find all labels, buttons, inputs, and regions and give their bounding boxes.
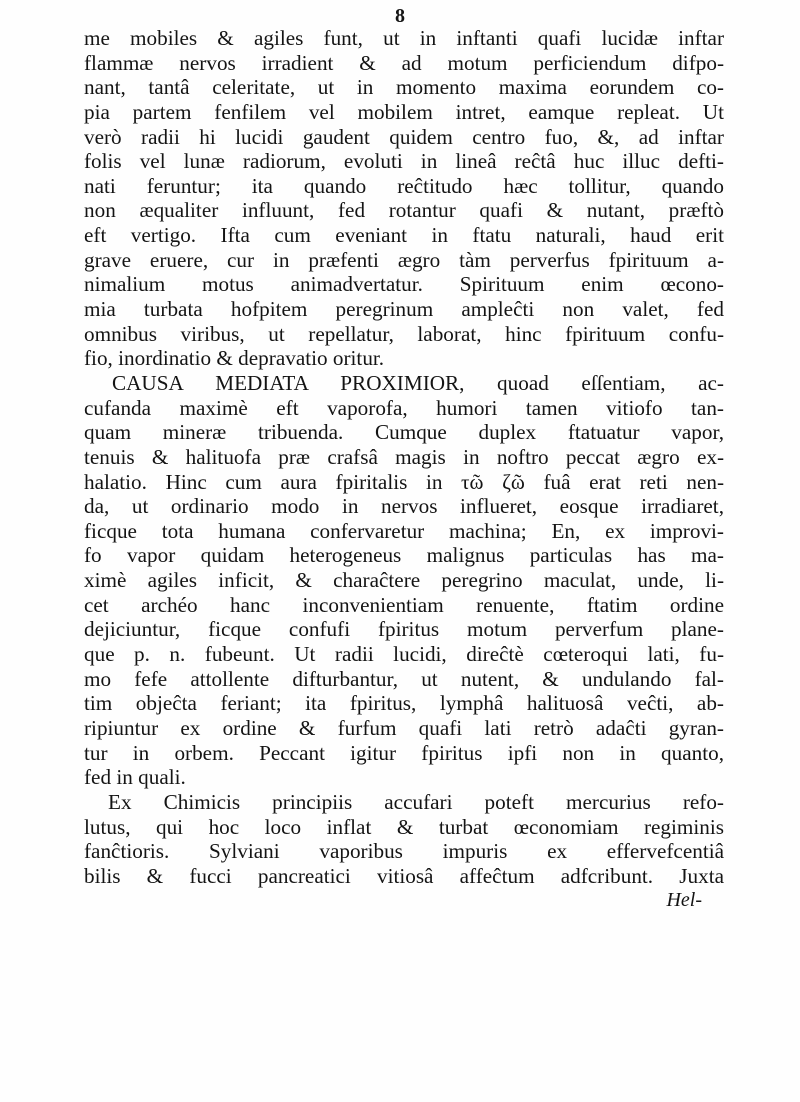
text-line: da, ut ordinario modo in nervos influeret, eosque irradiaret, — [84, 494, 724, 519]
text-line: lutus, qui hoc loco inflat & turbat œconomiam regiminis — [84, 814, 724, 839]
text-line: pia partem fenfilem vel mobilem intret, eamque repleat. Ut — [84, 99, 724, 124]
text-line: ripiuntur ex ordine & furfum quafi lati retrò adaĉti gyran- — [84, 715, 724, 740]
text-line: verò radii hi lucidi gaudent quidem centro fuo, &, ad inftar — [84, 124, 724, 149]
text-line: que p. n. fubeunt. Ut radii lucidi, direĉtè cœteroqui lati, fu- — [84, 642, 724, 667]
text-line: fanĉtioris. Sylviani vaporibus impuris ex effervefcentiâ — [84, 839, 724, 864]
text-line: me mobiles & agiles funt, ut in inftanti quafi lucidæ inftar — [84, 26, 724, 50]
text-line: tim objeĉta feriant; ita fpiritus, lymphâ halituosâ veĉti, ab- — [84, 691, 724, 716]
text-line: halatio. Hinc cum aura fpiritalis in τῶ ζῶ fuâ erat reti nen- — [84, 469, 724, 494]
text-line: folis vel lunæ radiorum, evoluti in lineâ reĉtâ huc illuc defti- — [84, 149, 724, 174]
paragraph-start-line: Ex Chimicis principiis accufari poteft mercurius refo- — [108, 789, 724, 814]
text-line: omnibus viribus, ut repellatur, laborat, hinc fpirituum confu- — [84, 321, 724, 346]
text-line: tur in orbem. Peccant igitur fpiritus ipfi non in quanto, — [84, 740, 724, 765]
catchword: Hel- — [666, 889, 702, 912]
paragraph-end-line: fio, inordinatio & depravatio oritur. — [84, 346, 385, 371]
text-line: non æqualiter influunt, fed rotantur quafi & nutant, præftò — [84, 198, 724, 223]
text-line: grave eruere, cur in præfenti ægro tàm perverfus fpirituum a- — [84, 247, 724, 272]
text-line: fo vapor quidam heterogeneus malignus particulas has ma- — [84, 543, 724, 568]
text-line: dejiciuntur, ficque confufi fpiritus motum perverfum plane- — [84, 617, 724, 642]
text-line: ximè agiles inficit, & charaĉtere peregrino maculat, unde, li- — [84, 568, 724, 593]
text-line: nati feruntur; ita quando reĉtitudo hæc tollitur, quando — [84, 173, 724, 198]
page-number: 8 — [395, 5, 405, 27]
section-heading-line: CAUSA MEDIATA PROXIMIOR, quoad eſſentiam, ac- — [112, 370, 724, 395]
text-line: bilis & fucci pancreatici vitiosâ affeĉtum adfcribunt. Juxta — [84, 863, 724, 888]
text-line: eft vertigo. Ifta cum eveniant in ftatu naturali, haud erit — [84, 223, 724, 248]
text-line: nant, tantâ celeritate, ut in momento maxima eorundem co- — [84, 75, 724, 100]
text-line: tenuis & halituofa præ crafsâ magis in noftro peccat ægro ex- — [84, 444, 724, 469]
text-line: nimalium motus animadvertatur. Spirituum enim œcono- — [84, 272, 724, 297]
text-line: ficque tota humana confervaretur machina; En, ex improvi- — [84, 518, 724, 543]
text-line: mo fefe attollente difturbantur, ut nutent, & undulando fal- — [84, 666, 724, 691]
text-line: flammæ nervos irradient & ad motum perficiendum difpo- — [84, 50, 724, 75]
text-line: cet archéo hanc inconvenientiam renuente, ftatim ordine — [84, 592, 724, 617]
text-line: cufanda maximè eft vaporofa, humori tamen vitiofo tan- — [84, 395, 724, 420]
body-text — [84, 26, 724, 913]
text-line: mia turbata hofpitem peregrinum ampleĉti non valet, fed — [84, 297, 724, 322]
paragraph-end-line: fed in quali. — [84, 765, 186, 790]
text-line: quam mineræ tribuenda. Cumque duplex ftatuatur vapor, — [84, 420, 724, 445]
